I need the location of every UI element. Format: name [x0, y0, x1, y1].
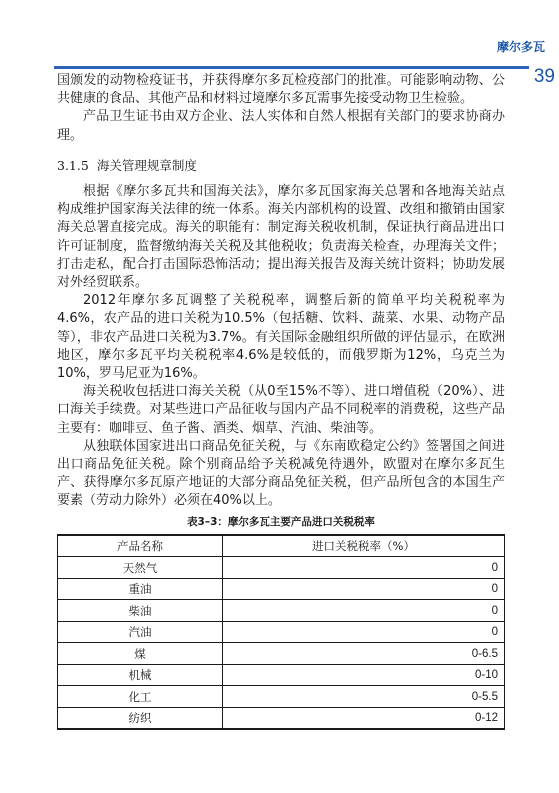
header-rule [54, 66, 529, 69]
table-row [58, 557, 505, 579]
table-row [58, 643, 505, 665]
table-row [58, 600, 505, 622]
paragraph-duty-exemption: 从独联体国家进出口商品免征关税，与《东南欧稳定公约》签署国之间进出口商品免征关税。除个别商品给予关税减免待遇外，欧盟对在摩尔多瓦生产、获得摩尔多瓦原产地证的大部分商品免征关税，但产品所包含的本国生产要素（劳动力除外）必须在40%以上。 [57, 438, 505, 509]
section-title: 海关管理规章制度 [96, 157, 197, 173]
rate-cell: 0-5.5 [223, 686, 505, 708]
paragraph-continued: 国颁发的动物检疫证书，并获得摩尔多瓦检疫部门的批准。可能影响动物、公共健康的食品、其他产品和材料过境摩尔多瓦需事先接受动物卫生检验。 [57, 73, 505, 107]
rate-cell: 0-6.5 [223, 643, 505, 665]
product-name-cell: 纺织 [58, 707, 223, 729]
rate-cell: 0 [223, 621, 505, 643]
rate-cell: 0 [223, 578, 505, 600]
table-row [58, 707, 505, 729]
header-import-rate: 进口关税税率（%） [223, 535, 505, 557]
product-name-cell: 天然气 [58, 557, 223, 579]
product-name-cell: 化工 [58, 686, 223, 708]
rate-cell: 0 [223, 600, 505, 622]
paragraph-customs-law: 根据《摩尔多瓦共和国海关法》，摩尔多瓦国家海关总署和各地海关站点构成维护国家海关法律的统一体系。海关内部机构的设置、改组和撤销由国家海关总署直接完成。海关的职能有：制定海关税收机制，保证执行商品进出口许可证制度，监督缴纳海关关税及其他税收；负责海关检查，办理海关文件；打击走私，配合打击国际恐怖活动；提出海关报告及海关统计资料；协助发展对外经贸联系。 [57, 184, 505, 291]
product-name-cell: 机械 [58, 664, 223, 686]
section-heading [57, 157, 505, 175]
product-name-cell: 汽油 [58, 621, 223, 643]
product-name-cell: 煤 [58, 643, 223, 665]
table-row [58, 621, 505, 643]
paragraph-customs-taxes: 海关税收包括进口海关关税（从0至15%不等）、进口增值税（20%）、进口海关手续费。对某些进口产品征收与国内产品不同税率的消费税，这些产品主要有：咖啡豆、鱼子酱、酒类、烟草、汽油、柴油等。 [57, 384, 505, 436]
tariff-table [57, 534, 505, 731]
table-header-row [58, 535, 505, 557]
paragraph-tariff-rates: 2012年摩尔多瓦调整了关税税率，调整后新的简单平均关税税率为4.6%，农产品的进口关税为10.5%（包括糖、饮料、蔬菜、水果、动物产品等），非农产品进口关税为3.7%。有关国际金融组织所做的评估显示，在欧洲地区，摩尔多瓦平均关税税率4.6%是较低的，而俄罗斯为12%，乌克兰为10%，罗马尼亚为16%。 [57, 293, 505, 382]
rate-cell: 0 [223, 557, 505, 579]
rate-cell: 0-10 [223, 664, 505, 686]
running-header-title: 摩尔多瓦 [496, 40, 545, 54]
paragraph-health-certificate: 产品卫生证书由双方企业、法人实体和自然人根据有关部门的要求协商办理。 [57, 109, 505, 143]
product-name-cell: 重油 [58, 578, 223, 600]
table-row [58, 686, 505, 708]
rate-cell: 0-12 [223, 707, 505, 729]
page-content [57, 72, 505, 730]
table-row [58, 578, 505, 600]
section-number: 3.1.5 [57, 157, 89, 173]
table-caption: 表3–3：摩尔多瓦主要产品进口关税税率 [187, 515, 375, 528]
product-name-cell: 柴油 [58, 600, 223, 622]
page-number: 39 [533, 66, 555, 87]
header-product-name: 产品名称 [58, 535, 223, 557]
table-row [58, 664, 505, 686]
